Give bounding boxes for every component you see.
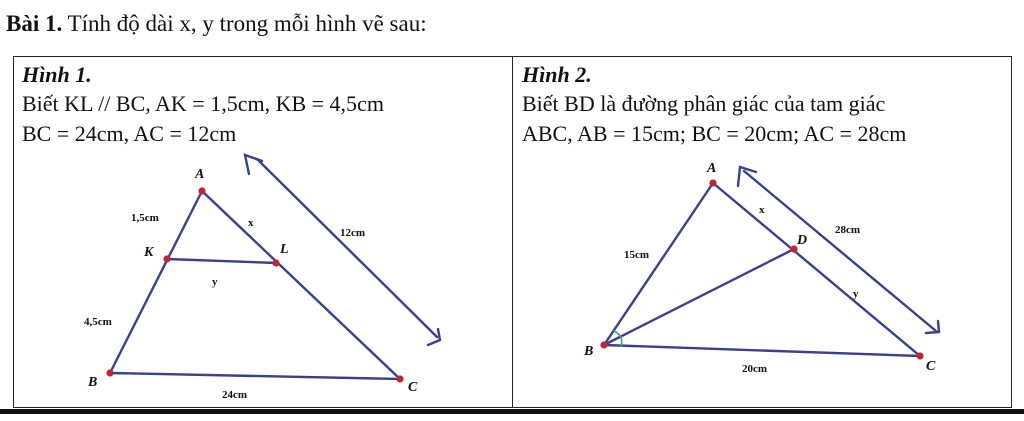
figure1-label-c: C [408,380,418,395]
exercise-number: Bài 1. [6,11,63,36]
figure1-label-b: B [88,375,98,390]
figure2-label-b: B [584,344,594,359]
figure2-label-a: A [707,161,717,176]
figure1-length-ac: 12cm [340,227,366,239]
panel1-heading: Hình 1. [22,62,92,87]
figure2-ac-measure-arrow [744,171,936,331]
figure1-length-ak: 1,5cm [131,212,159,224]
figure1-length-kb: 4,5cm [84,316,112,328]
exercise-instruction: Tính độ dài x, y trong mỗi hình vẽ sau: [67,11,427,36]
figure2-length-ab: 15cm [624,249,650,261]
figure2-side-ac [713,183,920,356]
figure2-point-c [916,352,923,359]
figure1-length-bc: 24cm [222,389,248,401]
panel2-line1: Biết BD là đường phân giác của tam giác [522,91,886,116]
panel2-line2: ABC, AB = 15cm; BC = 20cm; AC = 28cm [522,121,907,146]
panel2-heading: Hình 2. [522,62,592,87]
figure2-length-y: y [853,288,859,300]
panel1-line1: Biết KL // BC, AK = 1,5cm, KB = 4,5cm [22,91,384,116]
figure1-length-x: x [248,217,254,229]
figure2-side-bc [604,345,920,356]
figure1-length-y: y [212,276,218,288]
figure2-point-b [600,341,607,348]
figure2-label-c: C [926,359,936,374]
figure2-length-ac: 28cm [835,224,861,236]
figure2-angle-mark-2 [621,337,622,346]
figure2-angle-mark-1 [614,331,621,337]
figure2-point-a [709,179,716,186]
figure2-side-ab [604,183,713,345]
figure1-label-k: K [144,245,154,260]
figure2-length-bc: 20cm [742,363,768,375]
figure2-length-x: x [759,204,765,216]
panel1-line2: BC = 24cm, AC = 12cm [22,121,237,146]
figure1-label-a: A [195,167,205,182]
figure2-bisector-bd [604,249,794,345]
figure2-arrowhead-top [738,167,756,186]
figure2-label-d: D [797,233,808,248]
figure1-label-l: L [280,242,289,257]
